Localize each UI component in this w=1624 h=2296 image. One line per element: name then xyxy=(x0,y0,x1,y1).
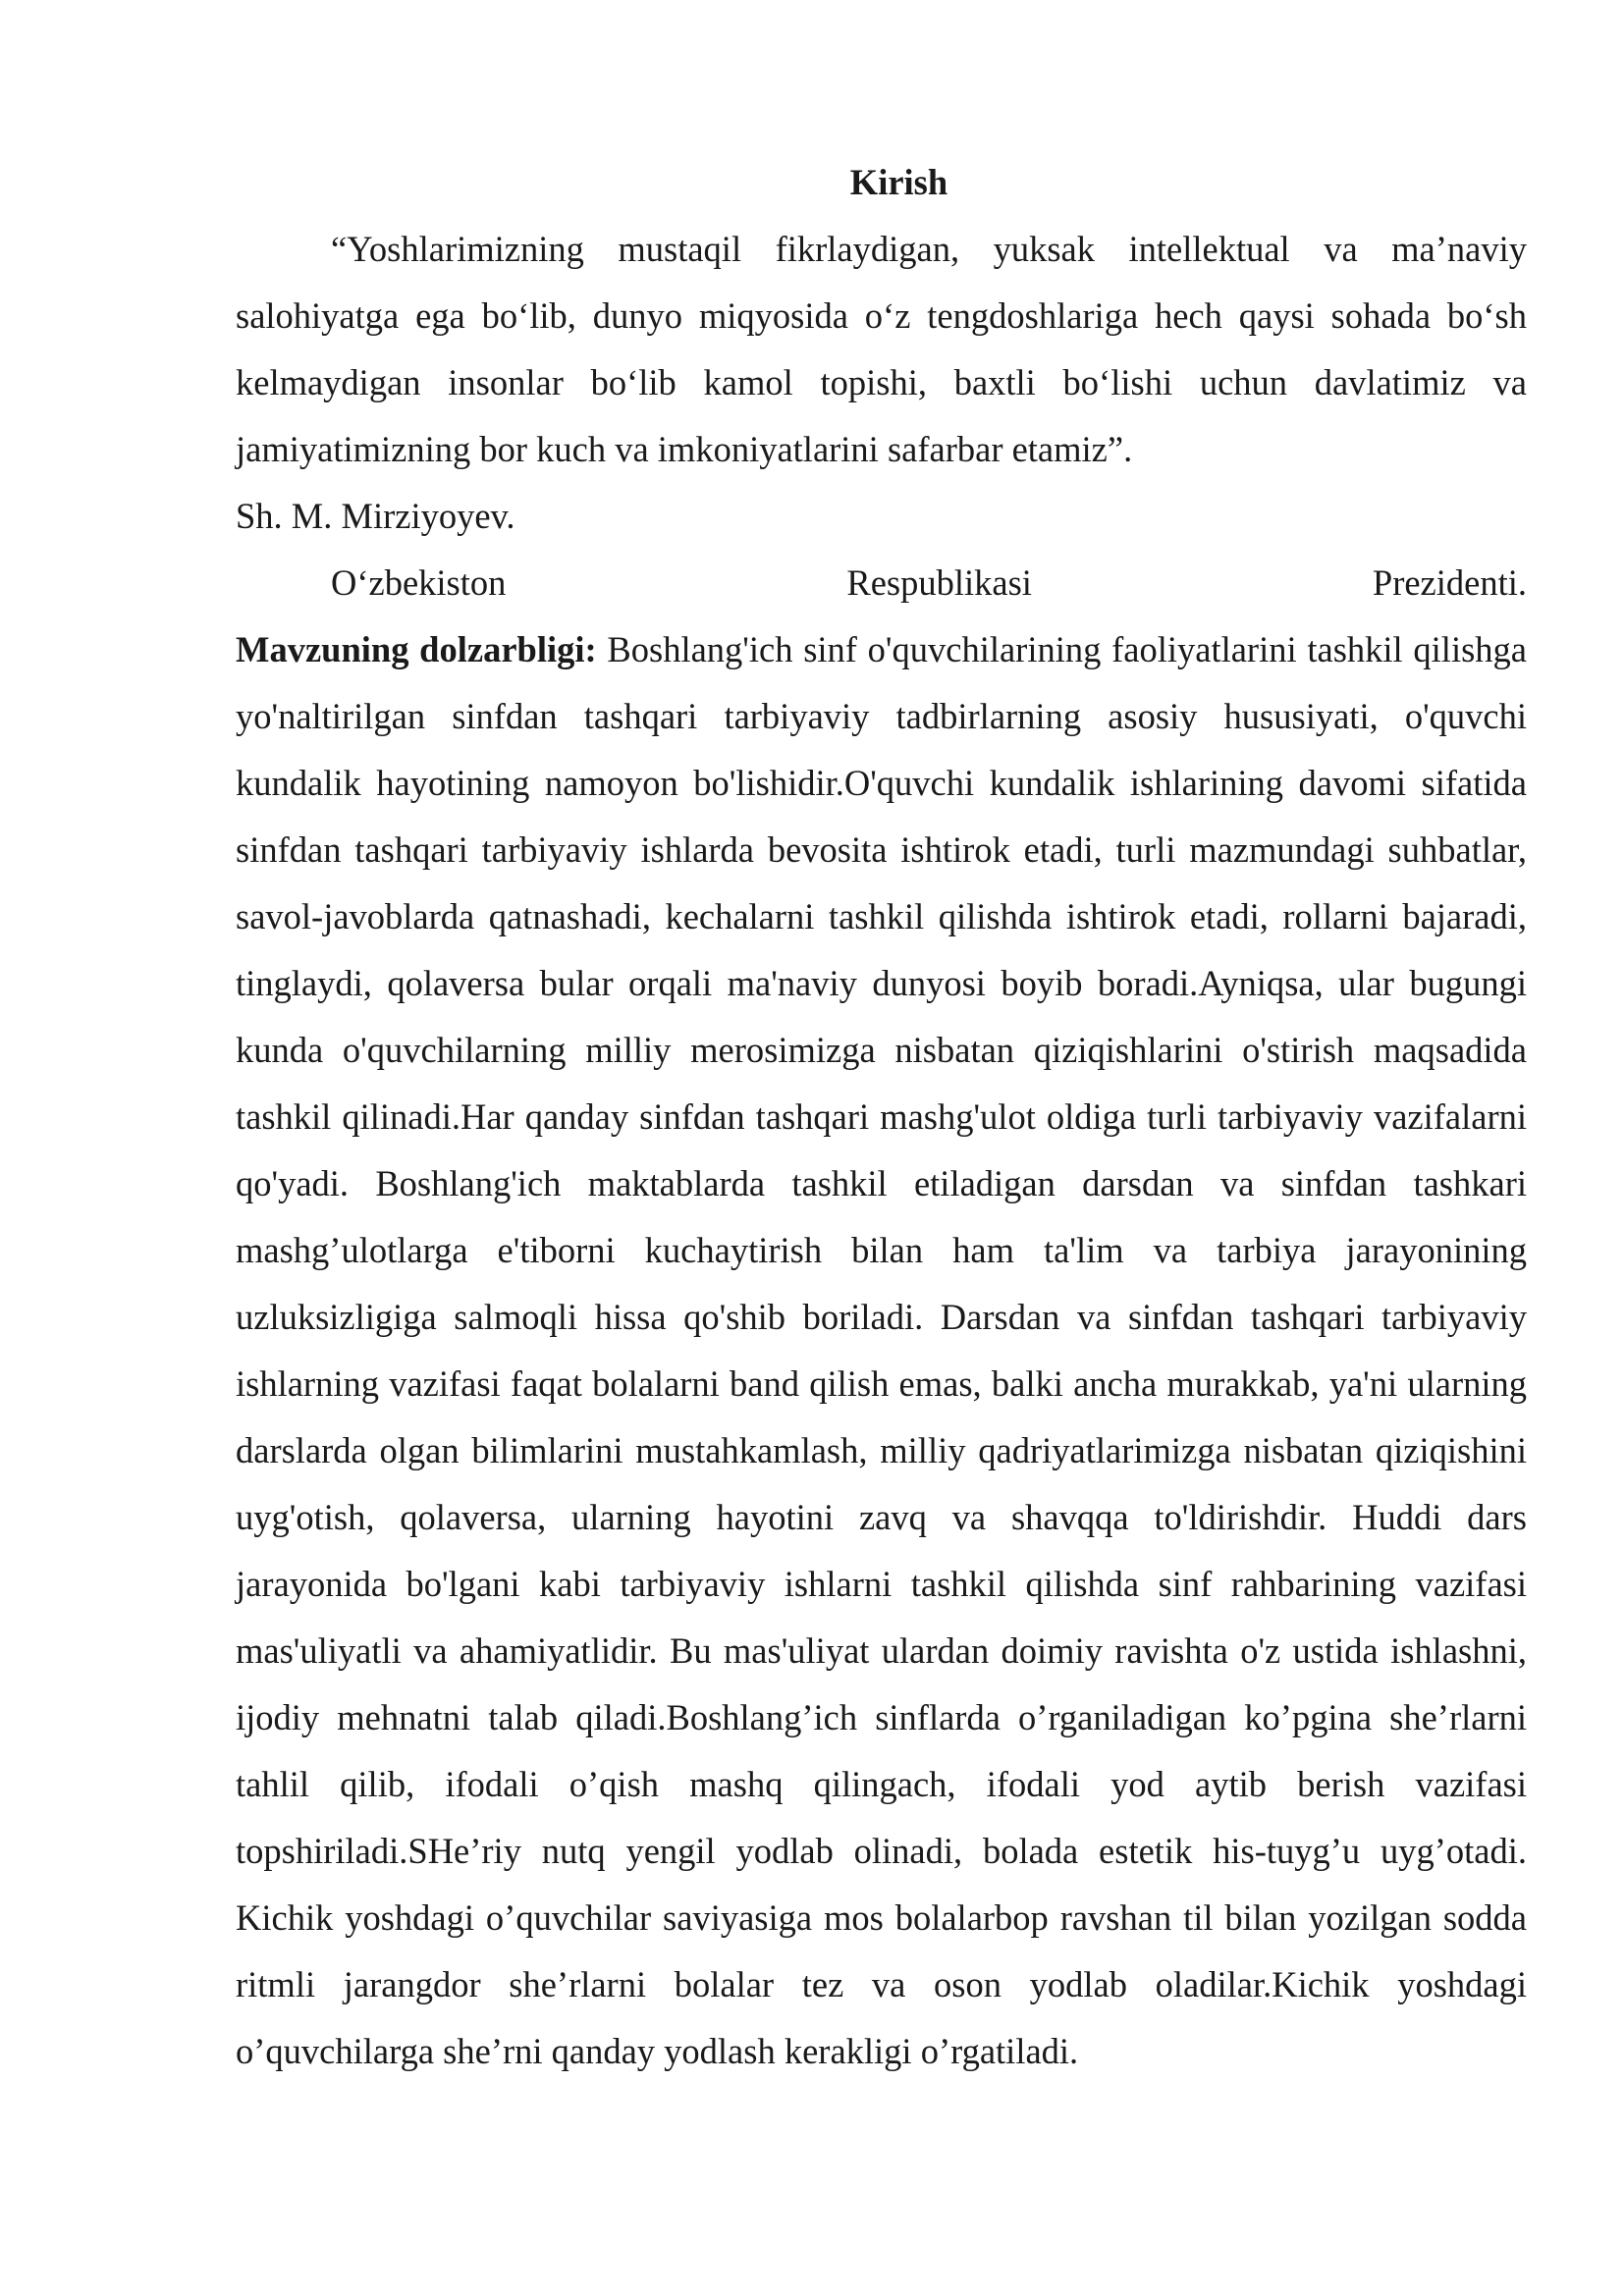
epigraph-author-title xyxy=(236,550,1527,616)
relevance-paragraph xyxy=(236,616,1527,2085)
author-title-word: Prezidenti. xyxy=(1372,562,1527,603)
author-title-word: O‘zbekiston xyxy=(331,562,507,603)
paragraph-text: Boshlang'ich sinf o'quvchilarining faoliyatlarini tashkil qilishga yo'naltirilgan sinfdan tashqari tarbiyaviy tadbirlarning asosiy hususiyati, o'quvchi kundalik hayotining namoyon bo'lishidir.O'quvchi kundalik ishlarining davomi sifatida sinfdan tashqari tarbiyaviy ishlarda bevosita ishtirok etadi, turli mazmundagi suhbatlar, savol-javoblarda qatnashadi, kechalarni tashkil qilishda ishtirok etadi, rollarni bajaradi, tinglaydi, qolaversa bular orqali ma'naviy dunyosi boyib boradi.Ayniqsa, ular bugungi kunda o'quvchilarning milliy merosimizga nisbatan qiziqishlarini o'stirish maqsadida tashkil qilinadi.Har qanday sinfdan tashqari mashg'ulot oldiga turli tarbiyaviy vazifalarni qo'yadi. Boshlang'ich maktablarda tashkil etiladigan darsdan va sinfdan tashkari mashg’ulotlarga e'tiborni kuchaytirish bilan ham ta'lim va tarbiya jarayonining uzluksizligiga salmoqli hissa qo'shib boriladi. Darsdan va sinfdan tashqari tarbiyaviy ishlarning vazifasi faqat bolalarni band qilish emas, balki ancha murakkab, ya'ni ularning darslarda olgan bilimlarini mustahkamlash, milliy qadriyatlarimizga nisbatan qiziqishini uyg'otish, qolaversa, ularning hayotini zavq va shavqqa to'ldirishdir. Huddi dars jarayonida bo'lgani kabi tarbiyaviy ishlarni tashkil qilishda sinf rahbarining vazifasi mas'uliyatli va ahamiyatlidir. Bu mas'uliyat ulardan doimiy ravishta o'z ustida ishlashni, ijodiy mehnatni talab qiladi.Boshlang’ich sinflarda o’rganiladigan ko’pgina she’rlarni tahlil qilib, ifodali o’qish mashq qilingach, ifodali yod aytib berish vazifasi topshiriladi.SHe’riy nutq yengil yodlab olinadi, bolada estetik his-tuyg’u uyg’otadi. Kichik yoshdagi o’quvchilar saviyasiga mos bolalarbop ravshan til bilan yozilgan sodda ritmli jarangdor she’rlarni bolalar tez va oson yodlab oladilar.Kichik yoshdagi o’quvchilarga she’rni qanday yodlash kerakligi o’rgatiladi. xyxy=(236,629,1527,2071)
epigraph-quote: “Yoshlarimizning mustaqil fikrlaydigan, yuksak intellektual va ma’naviy salohiyatga ega bo‘lib, dunyo miqyosida o‘z tengdoshlariga hech qaysi sohada bo‘sh kelmaydigan insonlar bo‘lib kamol topishi, baxtli bo‘lishi uchun davlatimiz va jamiyatimizning bor kuch va imkoniyatlarini safarbar etamiz”. xyxy=(236,229,1527,469)
section-lead: Mavzuning dolzarbligi: xyxy=(236,629,597,669)
page-title: Kirish xyxy=(849,162,948,202)
epigraph-author: Sh. M. Mirziyoyev. xyxy=(236,496,515,536)
author-title-word: Respublikasi xyxy=(846,562,1032,603)
document-body xyxy=(236,149,1527,2085)
